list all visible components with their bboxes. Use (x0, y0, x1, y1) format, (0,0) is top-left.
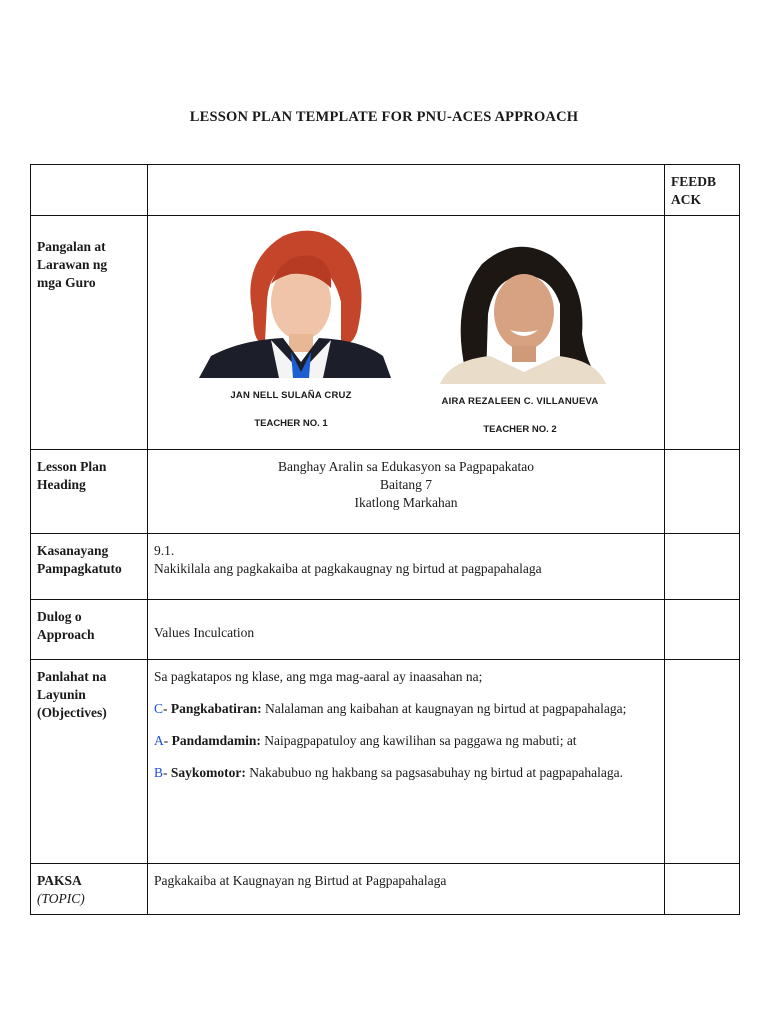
objectives-label-line3: (Objectives) (37, 705, 107, 720)
dulog-feedback-cell (665, 600, 740, 660)
objective-psychomotor-title: Saykomotor: (170, 765, 246, 780)
objectives-label-cell (31, 660, 148, 864)
teachers-label-cell (31, 216, 148, 450)
objective-psychomotor-letter: B (154, 765, 164, 780)
objective-cognitive-text: Nalalaman ang kaibahan at kaugnayan ng birtud at pagpapahalaga; (261, 701, 627, 716)
teacher-2-name: AIRA REZALEEN C. VILLANUEVA (441, 396, 599, 407)
objective-affective-text: Naipagpapatuloy ang kawilihan sa paggawa ng mabuti; at (260, 733, 577, 748)
kasanayan-text: Nakikilala ang pagkakaiba at pagkakaugnay ng birtud at pagpapahalaga (154, 561, 542, 576)
lesson-heading-line1: Banghay Aralin sa Edukasyon sa Pagpapakatao (277, 459, 535, 474)
kasanayan-row (31, 534, 740, 600)
teachers-label-line3: mga Guro (37, 275, 96, 290)
objectives-content-cell (148, 660, 665, 864)
objective-psychomotor (154, 764, 658, 782)
teachers-label-line1: Pangalan at (37, 239, 106, 254)
lesson-heading-line2: Baitang 7 (379, 477, 433, 492)
kasanayan-feedback-cell (665, 534, 740, 600)
header-label-cell (31, 165, 148, 216)
paksa-sublabel: (TOPIC) (37, 891, 85, 906)
dulog-label-line1: Dulog o (37, 609, 82, 624)
feedback-label-line2: ACK (671, 192, 701, 207)
lesson-heading-label-line2: Heading (37, 477, 86, 492)
teacher-2-photo (430, 234, 610, 384)
teacher-2-card (420, 234, 620, 439)
lesson-heading-feedback-cell (665, 450, 740, 534)
objective-affective-sep: - (163, 733, 172, 748)
paksa-row (31, 864, 740, 915)
teachers-row (31, 216, 740, 450)
paksa-label-cell (31, 864, 148, 915)
lesson-heading-label-line1: Lesson Plan (37, 459, 107, 474)
lesson-heading-label-cell (31, 450, 148, 534)
teacher-1-photo (191, 222, 391, 378)
objective-psychomotor-text: Nakabubuo ng hakbang sa pagsasabuhay ng birtud at pagpapahalaga. (245, 765, 624, 780)
header-content-cell (148, 165, 665, 216)
teachers-label-line2: Larawan ng (37, 257, 108, 272)
objective-cognitive (154, 700, 658, 718)
feedback-label-line1: FEEDB (671, 174, 717, 189)
teacher-1-number: TEACHER NO. 1 (254, 418, 328, 429)
objectives-row (31, 660, 740, 864)
objective-affective-title: Pandamdamin: (171, 733, 261, 748)
objective-cognitive-sep: - (163, 701, 171, 716)
kasanayan-label-line1: Kasanayang (37, 543, 109, 558)
kasanayan-content-cell (148, 534, 665, 600)
lesson-heading-row (31, 450, 740, 534)
objective-affective (154, 732, 658, 750)
feedback-header-cell (665, 165, 740, 216)
objective-psychomotor-sep: - (163, 765, 171, 780)
paksa-text: Pagkakaiba at Kaugnayan ng Birtud at Pagpapahalaga (154, 873, 447, 888)
teachers-content-cell (148, 216, 665, 450)
lesson-heading-content-cell (148, 450, 665, 534)
teacher-photos (148, 216, 664, 435)
dulog-label-cell (31, 600, 148, 660)
teacher-1-name: JAN NELL SULAÑA CRUZ (230, 390, 352, 401)
objective-affective-letter: A (154, 733, 164, 748)
objective-cognitive-title: Pangkabatiran: (170, 701, 262, 716)
objectives-feedback-cell (665, 660, 740, 864)
teacher-2-number: TEACHER NO. 2 (483, 424, 557, 435)
dulog-text: Values Inculcation (154, 625, 255, 640)
lesson-heading-line3: Ikatlong Markahan (354, 495, 458, 510)
paksa-label: PAKSA (37, 873, 82, 888)
objectives-label-line2: Layunin (37, 687, 86, 702)
objective-cognitive-letter: C (154, 701, 164, 716)
objectives-intro: Sa pagkatapos ng klase, ang mga mag-aaral ay inaasahan na; (154, 669, 483, 684)
dulog-content-cell (148, 600, 665, 660)
teachers-feedback-cell (665, 216, 740, 450)
teacher-1-card (186, 222, 396, 433)
dulog-label-line2: Approach (37, 627, 95, 642)
paksa-feedback-cell (665, 864, 740, 915)
objectives-label-line1: Panlahat na (37, 669, 107, 684)
dulog-row (31, 600, 740, 660)
document-title: LESSON PLAN TEMPLATE FOR PNU-ACES APPROACH (189, 109, 579, 125)
header-row (31, 165, 740, 216)
kasanayan-code: 9.1. (154, 543, 175, 558)
kasanayan-label-line2: Pampagkatuto (37, 561, 122, 576)
kasanayan-label-cell (31, 534, 148, 600)
lesson-plan-table (30, 164, 740, 915)
paksa-content-cell (148, 864, 665, 915)
